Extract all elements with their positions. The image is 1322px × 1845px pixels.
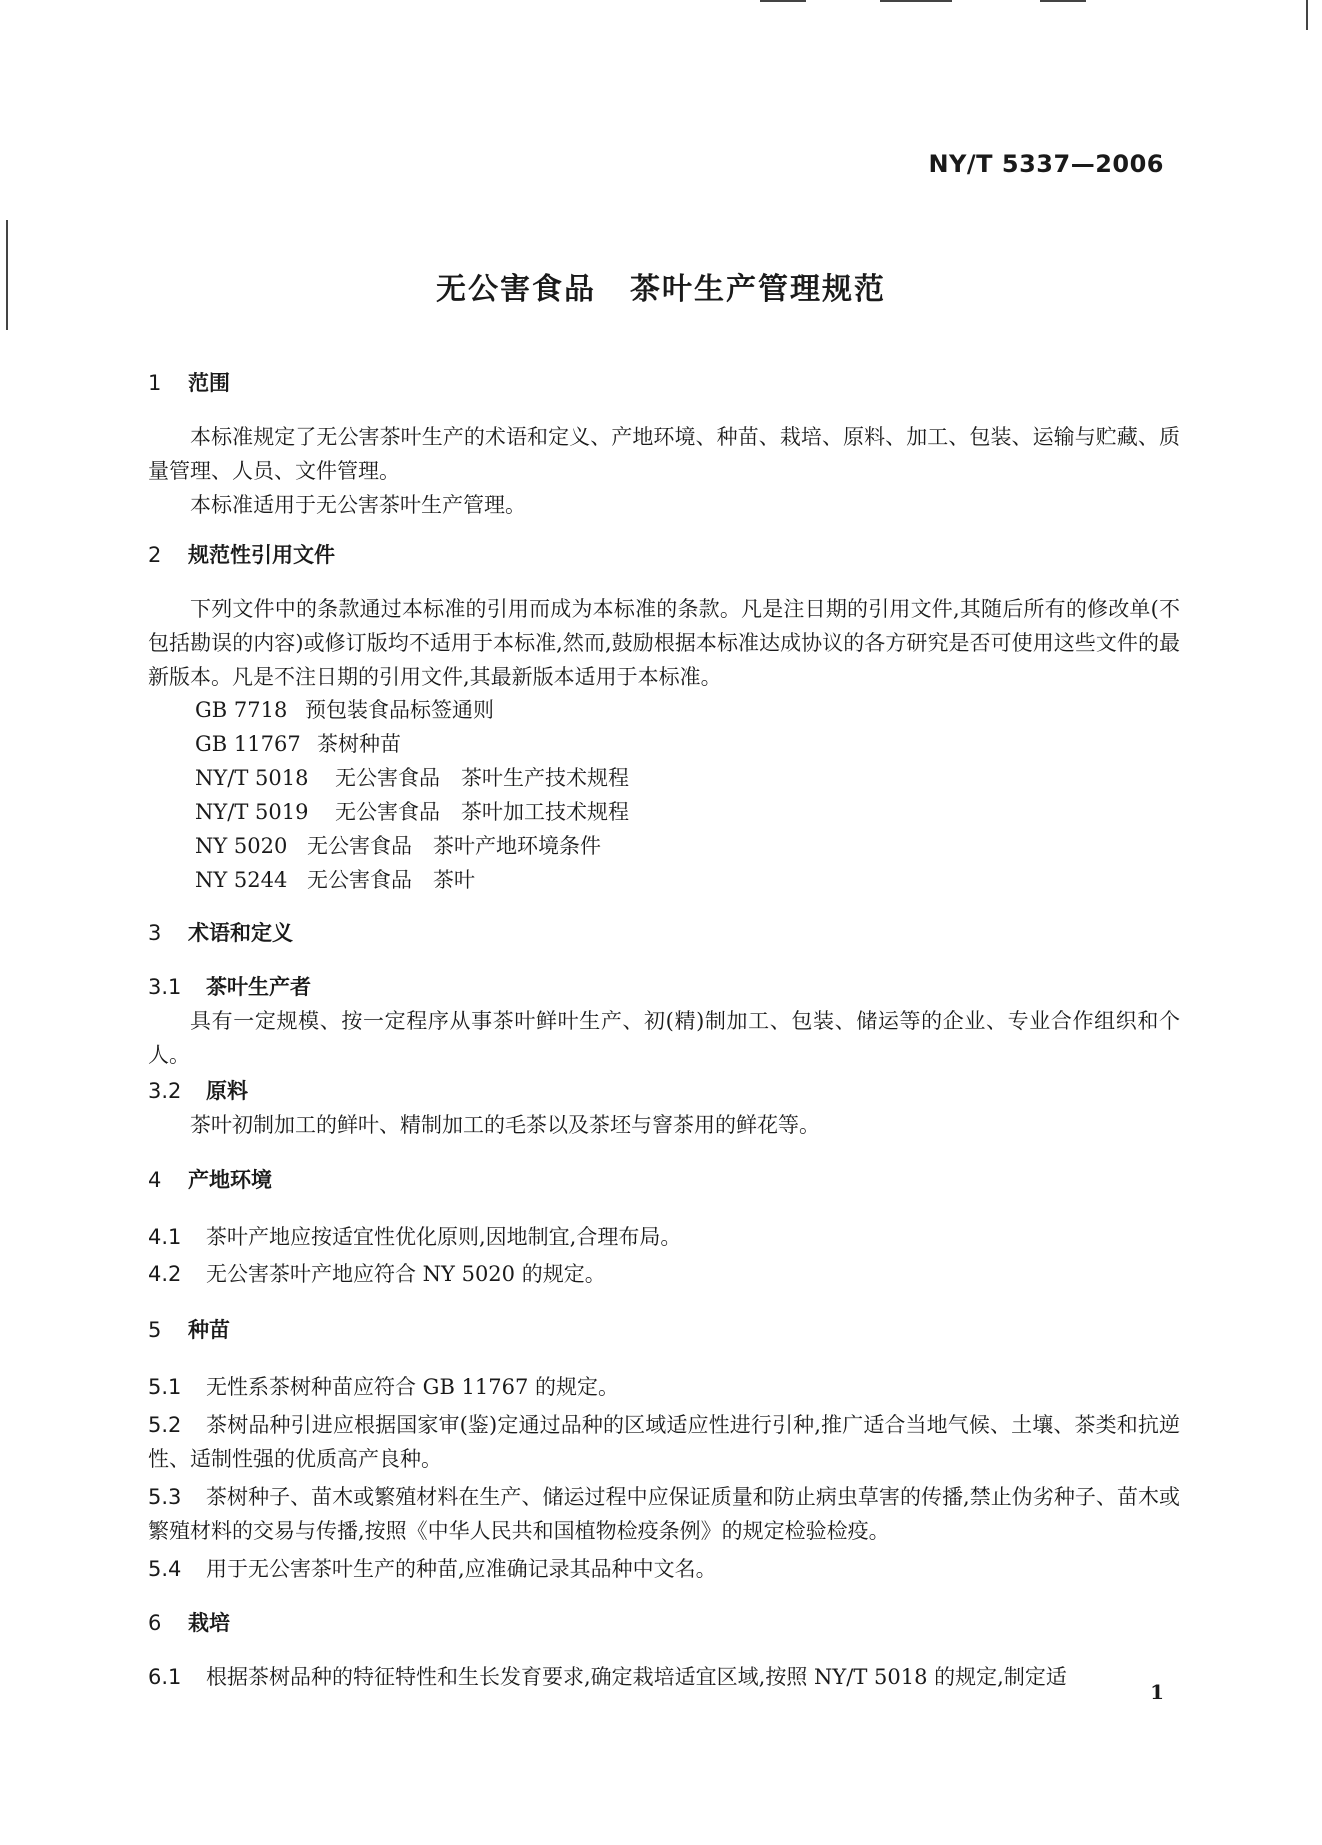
scan-mark <box>880 0 952 2</box>
section-heading: 3 术语和定义 <box>148 921 293 945</box>
clause: 5.2 茶树品种引进应根据国家审(鉴)定通过品种的区域适应性进行引种,推广适合当地气候、土壤、茶类和抗逆性、适制性强的优质高产良种。 <box>148 1413 1180 1471</box>
reference-item: GB 11767 茶树种苗 <box>195 732 401 756</box>
page-number: 1 <box>1150 1680 1164 1704</box>
term-definition: 茶叶初制加工的鲜叶、精制加工的毛茶以及茶坯与窨茶用的鲜花等。 <box>190 1113 820 1137</box>
scan-mark <box>760 0 806 2</box>
section-body <box>148 592 1180 694</box>
section-heading: 2 规范性引用文件 <box>148 543 335 567</box>
clause: 5.4 用于无公害茶叶生产的种苗,应准确记录其品种中文名。 <box>148 1557 717 1581</box>
clause: 5.1 无性系茶树种苗应符合 GB 11767 的规定。 <box>148 1375 620 1399</box>
paragraph: 下列文件中的条款通过本标准的引用而成为本标准的条款。凡是注日期的引用文件,其随后所有的修改单(不包括勘误的内容)或修订版均不适用于本标准,然而,鼓励根据本标准达成协议的各方研究是否可使用这些文件的最新版本。凡是不注日期的引用文件,其最新版本适用于本标准。 <box>148 597 1180 689</box>
section-heading: 4 产地环境 <box>148 1168 272 1192</box>
reference-item: NY/T 5019 无公害食品 茶叶加工技术规程 <box>195 800 629 824</box>
reference-item: NY/T 5018 无公害食品 茶叶生产技术规程 <box>195 766 629 790</box>
section-heading: 1 范围 <box>148 371 230 395</box>
title-part2: 茶叶生产管理规范 <box>630 272 886 307</box>
document-title <box>0 264 1322 308</box>
reference-item: NY 5244 无公害食品 茶叶 <box>195 868 475 892</box>
section-heading: 6 栽培 <box>148 1611 230 1635</box>
scan-mark <box>1040 0 1086 2</box>
clause: 4.2 无公害茶叶产地应符合 NY 5020 的规定。 <box>148 1262 606 1286</box>
clause: 5.3 茶树种子、苗木或繁殖材料在生产、储运过程中应保证质量和防止病虫草害的传播,禁止伪劣种子、苗木或繁殖材料的交易与传播,按照《中华人民共和国植物检疫条例》的规定检验检疫。 <box>148 1485 1180 1543</box>
section-heading: 5 种苗 <box>148 1318 230 1342</box>
clause: 4.1 茶叶产地应按适宜性优化原则,因地制宜,合理布局。 <box>148 1225 682 1249</box>
reference-item: GB 7718 预包装食品标签通则 <box>195 698 494 722</box>
reference-item: NY 5020 无公害食品 茶叶产地环境条件 <box>195 834 601 858</box>
scan-mark <box>1306 0 1308 30</box>
subsection-heading: 3.2 原料 <box>148 1079 248 1103</box>
standard-code: NY/T 5337—2006 <box>928 150 1164 178</box>
term-definition: 具有一定规模、按一定程序从事茶叶鲜叶生产、初(精)制加工、包装、储运等的企业、专业合作组织和个人。 <box>148 1009 1180 1067</box>
paragraph: 本标准规定了无公害茶叶生产的术语和定义、产地环境、种苗、栽培、原料、加工、包装、运输与贮藏、质量管理、人员、文件管理。 <box>148 425 1180 483</box>
paragraph: 本标准适用于无公害茶叶生产管理。 <box>190 493 526 517</box>
subsection-heading: 3.1 茶叶生产者 <box>148 975 311 999</box>
title-part1: 无公害食品 <box>436 272 596 307</box>
clause: 6.1 根据茶树品种的特征特性和生长发育要求,确定栽培适宜区域,按照 NY/T 5018 的规定,制定适 <box>148 1665 1067 1689</box>
section-body <box>148 420 1180 522</box>
